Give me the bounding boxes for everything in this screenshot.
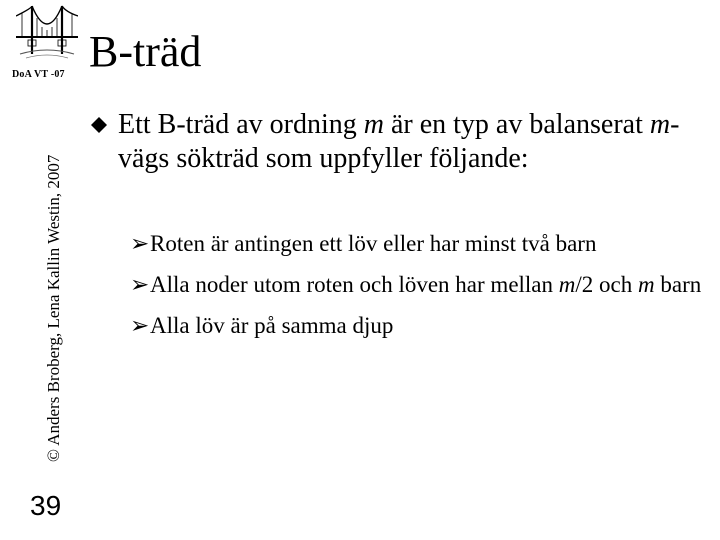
sub-bullet-text: Alla löv är på samma djup [150,313,394,338]
variable-m: m [558,272,576,297]
slide-title: B-träd [89,27,202,76]
main-bullet-part: är en typ av balanserat [383,109,650,140]
sub-bullet-text: Alla noder utom roten och löven har mellan [150,272,559,297]
main-bullet [90,108,690,176]
sub-bullet-text: Roten är antingen ett löv eller har minst två barn [150,231,597,256]
arrow-bullet-icon: ➢ [130,313,150,338]
sub-bullet-item [130,310,715,342]
diamond-bullet-icon [90,116,108,134]
sub-bullet-text: /2 och [575,272,639,297]
main-bullet-part: Ett B-träd av ordning [118,109,364,140]
main-bullet-text [90,108,690,176]
variable-m: m [649,109,671,140]
page-number: 39 [30,490,62,521]
arrow-bullet-icon: ➢ [130,231,150,256]
sub-bullet-item [130,228,715,260]
arrow-bullet-icon: ➢ [130,272,150,297]
copyright-notice: © Anders Broberg, Lena Kallin Westin, 2007 [44,154,63,462]
sub-bullet-text: barn [654,272,702,297]
variable-m: m [638,272,655,297]
sub-bullet-item [130,269,715,301]
variable-m: m [363,109,384,140]
bridge-logo-icon [16,2,78,62]
course-code: DoA VT -07 [12,69,65,80]
sub-bullet-list [130,228,715,351]
main-bullet-part: -vägs sökträd som uppfyller följande: [118,109,680,174]
